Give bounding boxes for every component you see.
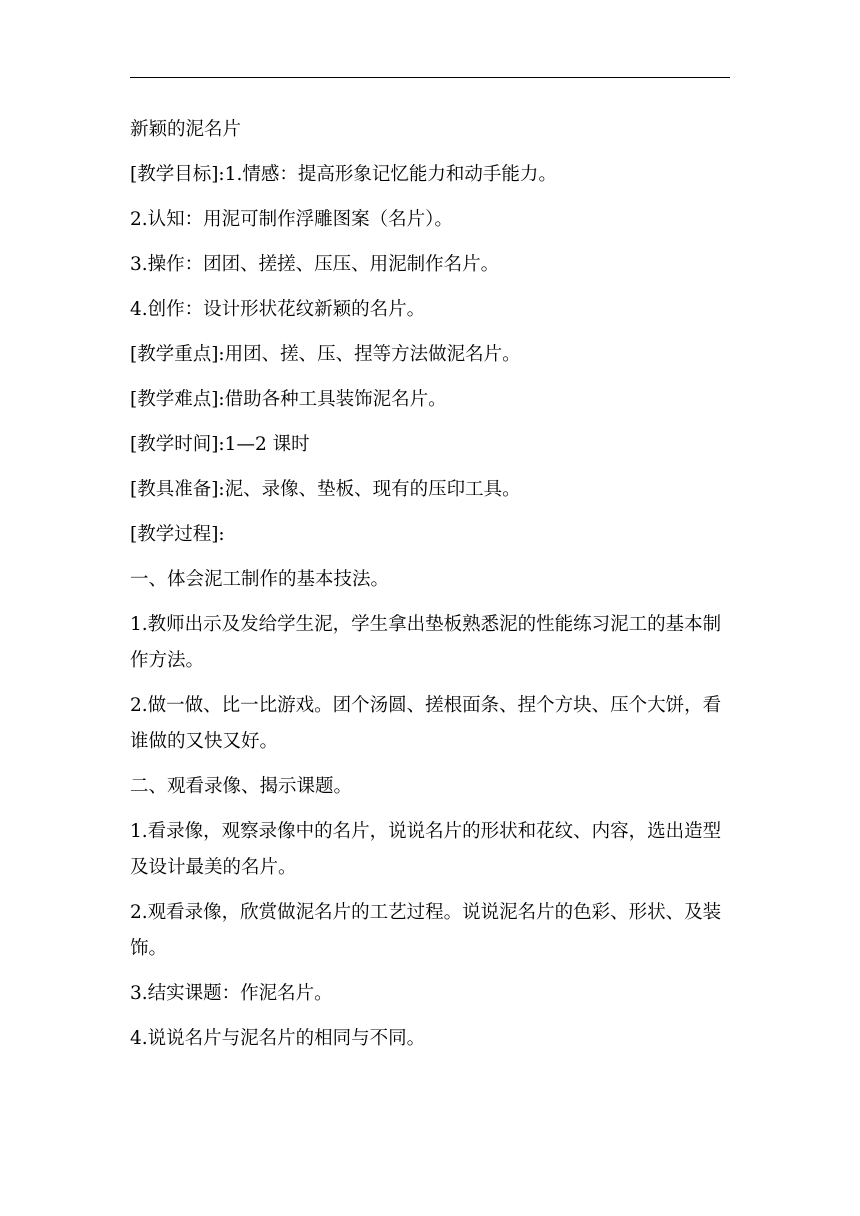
document-body <box>130 112 732 1066</box>
paragraph-operation: 3.操作：团团、搓搓、压压、用泥制作名片。 <box>130 254 500 275</box>
paragraph-time: [教学时间]:1—2 课时 <box>130 434 310 455</box>
paragraph-process: [教学过程]: <box>130 524 225 545</box>
document-title: 新颖的泥名片 <box>130 119 242 140</box>
section-heading-1: 一、体会泥工制作的基本技法。 <box>130 569 390 590</box>
paragraph-cognition: 2.认知：用泥可制作浮雕图案（名片）。 <box>130 209 453 230</box>
paragraph-step-2-4: 4.说说名片与泥名片的相同与不同。 <box>130 1028 426 1049</box>
paragraph-creation: 4.创作：设计形状花纹新颖的名片。 <box>130 299 426 320</box>
paragraph-objectives: [教学目标]:1.情感：提高形象记忆能力和动手能力。 <box>130 164 557 185</box>
paragraph-step-2-1: 1.看录像，观察录像中的名片，说说名片的形状和花纹、内容，选出造型及设计最美的名片。 <box>130 821 722 878</box>
paragraph-step-1-2: 2.做一做、比一比游戏。团个汤圆、搓根面条、捏个方块、压个大饼，看谁做的又快又好。 <box>130 695 722 752</box>
header-rule <box>130 77 730 78</box>
paragraph-step-2-2: 2.观看录像，欣赏做泥名片的工艺过程。说说泥名片的色彩、形状、及装饰。 <box>130 902 722 959</box>
paragraph-step-2-3: 3.结实课题：作泥名片。 <box>130 983 333 1004</box>
section-heading-2: 二、观看录像、揭示课题。 <box>130 776 353 797</box>
paragraph-step-1-1: 1.教师出示及发给学生泥，学生拿出垫板熟悉泥的性能练习泥工的基本制作方法。 <box>130 614 722 671</box>
paragraph-key-points: [教学重点]:用团、搓、压、捏等方法做泥名片。 <box>130 344 521 365</box>
paragraph-difficulties: [教学难点]:借助各种工具装饰泥名片。 <box>130 389 447 410</box>
paragraph-materials: [教具准备]:泥、录像、垫板、现有的压印工具。 <box>130 479 521 500</box>
